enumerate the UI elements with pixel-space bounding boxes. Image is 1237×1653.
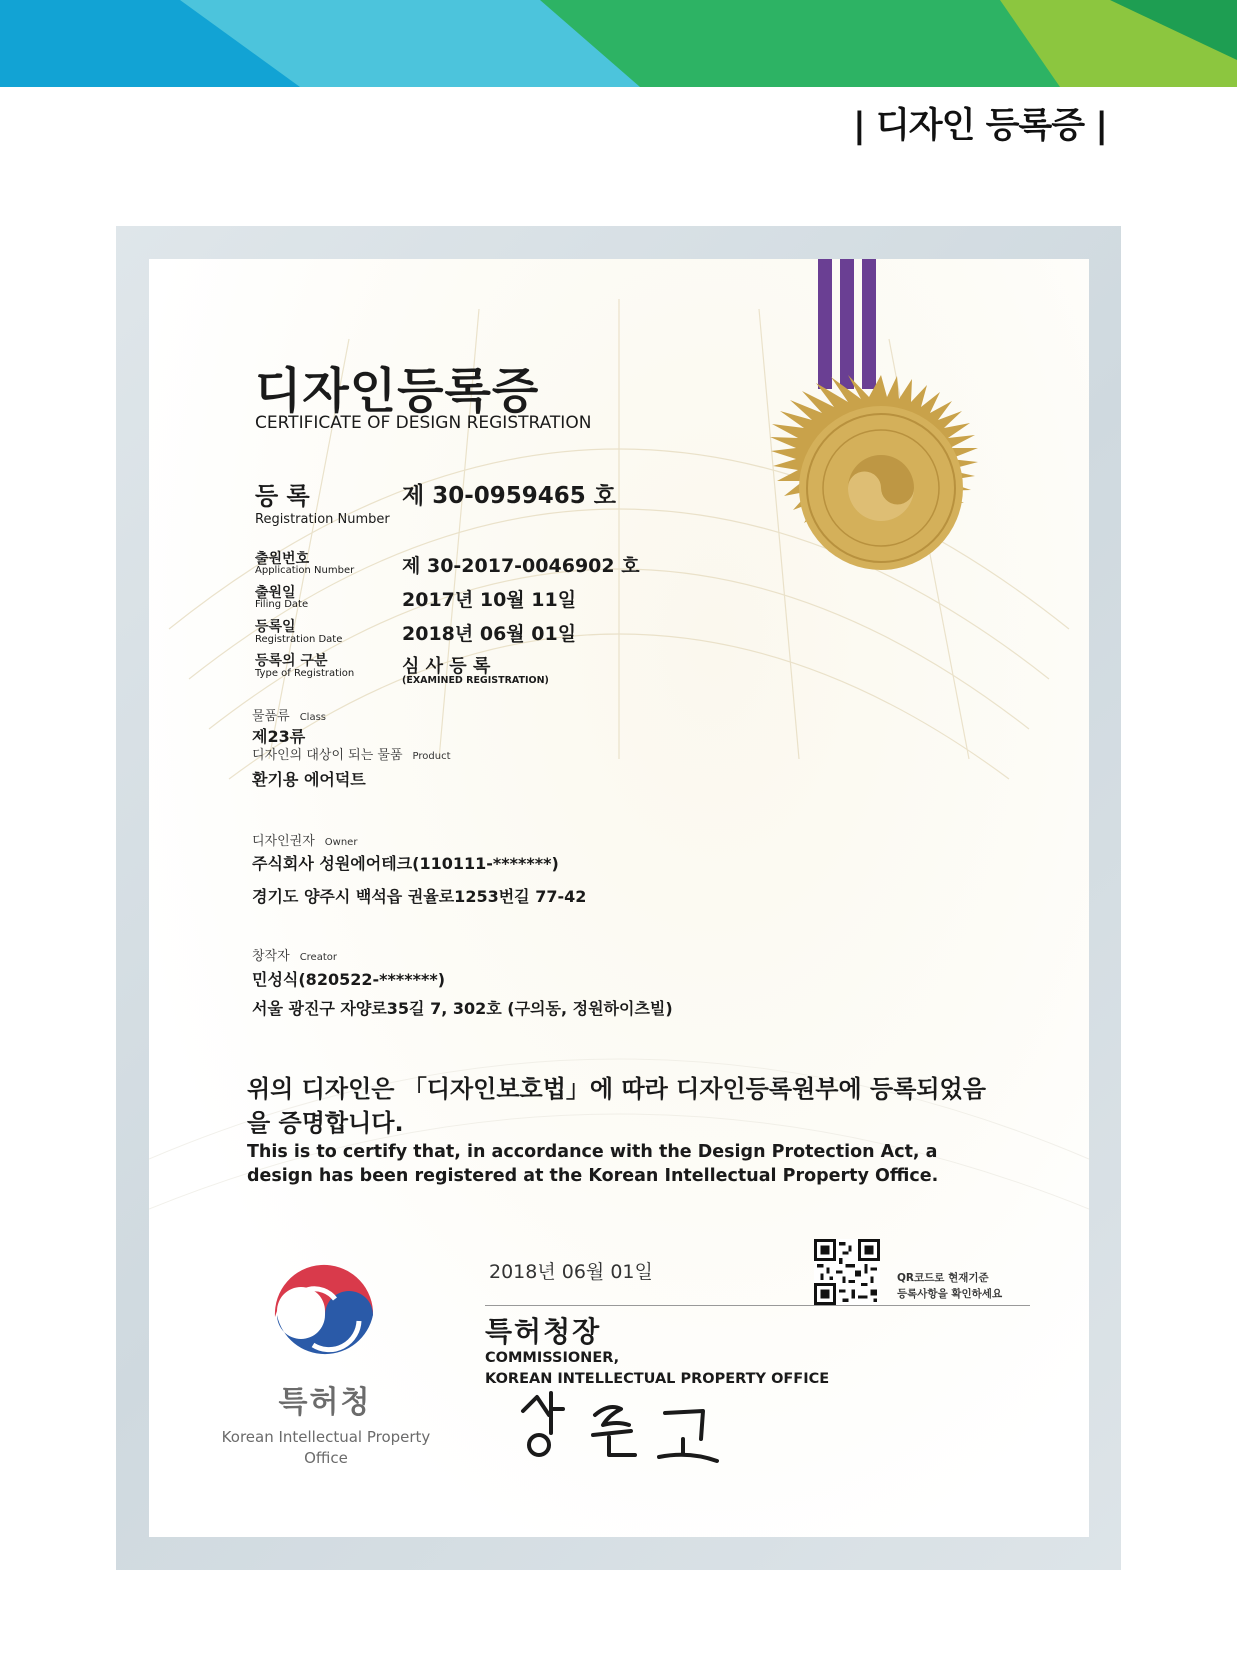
class-value: 제23류: [252, 727, 306, 746]
qr-note: [897, 1270, 1002, 1302]
issue-date: 2018년 06월 01일: [489, 1261, 653, 1283]
registration-type-label-kr: 등록의 구분: [255, 653, 328, 669]
certificate-title-en: CERTIFICATE OF DESIGN REGISTRATION: [255, 413, 592, 433]
registration-label-kr: 등 록: [255, 482, 310, 510]
application-number-label-kr: 출원번호: [255, 551, 310, 567]
certificate-frame: [116, 226, 1121, 1570]
commissioner-title-line: COMMISSIONER,: [485, 1350, 620, 1366]
ribbon-stripe: [862, 259, 876, 389]
commissioner-title-line: KOREAN INTELLECTUAL PROPERTY OFFICE: [485, 1371, 830, 1387]
creator-address: 서울 광진구 자양로35길 7, 302호 (구의동, 정원하이츠빌): [252, 999, 673, 1018]
page-title: | 디자인 등록증 |: [853, 106, 1107, 146]
owner-label: 디자인권자 Owner: [252, 834, 358, 849]
divider: [485, 1305, 1030, 1306]
registration-label-en: Registration Number: [255, 512, 390, 527]
registration-type-label-en: Type of Registration: [255, 668, 355, 679]
filing-date-label-kr: 출원일: [255, 585, 296, 601]
registration-type-value: 심 사 등 록: [402, 656, 491, 677]
ribbon-stripe: [840, 259, 854, 389]
filing-date-value: 2017년 10월 11일: [402, 589, 577, 611]
kipo-logo-text-en: Korean Intellectual Property Office: [221, 1428, 431, 1467]
registration-date-label-en: Registration Date: [255, 634, 343, 645]
registration-type-value-en: (EXAMINED REGISTRATION): [402, 675, 549, 686]
header-banner: [0, 0, 1237, 87]
commissioner-title-kr: 특허청장: [485, 1315, 602, 1348]
ribbon-stripe: [818, 259, 832, 389]
creator-label: 창작자 Creator: [252, 949, 337, 964]
qr-code-icon: [814, 1239, 880, 1305]
registration-number: 제 30-0959465 호: [402, 483, 617, 509]
kipo-logo-text-kr: 특허청: [278, 1385, 372, 1420]
owner-name: 주식회사 성원에어테크(110111-*******): [252, 854, 559, 873]
kipo-taegeuk-icon: [269, 1259, 379, 1369]
qr-note-line: 등록사항을 확인하세요: [897, 1288, 1003, 1300]
owner-address: 경기도 양주시 백석읍 권율로1253번길 77-42: [252, 887, 587, 906]
class-label: 물품류 Class: [252, 709, 326, 724]
gold-seal-icon: [768, 375, 994, 601]
certification-statement-kr: 위의 디자인은 「디자인보호법」에 따라 디자인등록원부에 등록되었음을 증명합니다.: [247, 1075, 986, 1137]
certificate-title-kr: 디자인등록증: [255, 363, 540, 419]
product-value: 환기용 에어덕트: [252, 770, 366, 789]
creator-name: 민성식(820522-*******): [252, 970, 446, 989]
application-number-label-en: Application Number: [255, 565, 355, 576]
certificate-document: [149, 259, 1089, 1537]
handwritten-signature: [509, 1381, 729, 1471]
certification-statement-en: This is to certify that, in accordance with the Design Protection Act, a design has been registered at the Korean Intellectual Property Office.: [247, 1142, 939, 1186]
qr-note-line: QR코드로 현재기준: [897, 1272, 989, 1284]
registration-date-label-kr: 등록일: [255, 619, 296, 635]
filing-date-label-en: Filing Date: [255, 599, 309, 610]
product-label: 디자인의 대상이 되는 물품 Product: [252, 748, 451, 763]
application-number-value: 제 30-2017-0046902 호: [402, 555, 640, 577]
registration-date-value: 2018년 06월 01일: [402, 623, 577, 645]
